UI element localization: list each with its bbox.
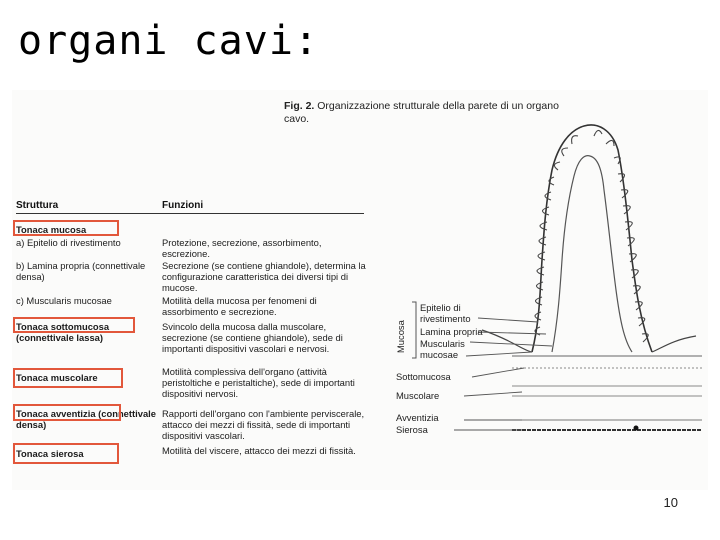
figure-caption-text: Organizzazione strutturale della parete di un organo cavo. bbox=[284, 100, 559, 125]
struct-muscularis: c) Muscularis mucosae bbox=[16, 295, 112, 306]
header-struttura: Struttura bbox=[16, 200, 59, 211]
func-sottomucosa: Svincolo della mucosa dalla muscolare, secrezione (se contiene ghiandole), sede di importanti dispositivi vascolari e nervosi. bbox=[162, 321, 343, 354]
label-muscularis: Muscularis mucosae bbox=[420, 338, 465, 360]
folds-left bbox=[535, 136, 578, 335]
struct-epitelio: a) Epitelio di rivestimento bbox=[16, 237, 121, 248]
mucosa-bracket bbox=[412, 302, 416, 358]
slide-title: organi cavi: bbox=[18, 18, 319, 64]
label-avventizia: Avventizia bbox=[396, 412, 439, 423]
func-lamina-propria: Secrezione (se contiene ghiandole), determina la configurazione caratteristica dei diversi tipi di mucose. bbox=[162, 260, 366, 293]
struct-tonaca-sierosa: Tonaca sierosa bbox=[16, 448, 84, 459]
struct-lamina-propria: b) Lamina propria (connettivale densa) bbox=[16, 260, 146, 282]
page-number: 10 bbox=[663, 495, 678, 510]
villus-inner bbox=[552, 156, 632, 352]
struct-tonaca-avventizia: Tonaca avventizia (connettivale densa) bbox=[16, 408, 156, 430]
struct-tonaca-sottomucosa: Tonaca sottomucosa (connettivale lassa) bbox=[16, 321, 110, 343]
figure-image bbox=[12, 90, 708, 490]
func-epitelio: Protezione, secrezione, assorbimento, escrezione. bbox=[162, 237, 322, 259]
func-avventizia: Rapporti dell'organo con l'ambiente perviscerale, attacco dei mezzi di fissità, sede di importanti dispositivi vascolari. bbox=[162, 408, 365, 441]
func-muscolare: Motilità complessiva dell'organo (attività peristoltiche e peristaltiche), sede di importanti dispositivi nervosi. bbox=[162, 366, 355, 399]
func-muscularis: Motilità della mucosa per fenomeni di assorbimento e secrezione. bbox=[162, 295, 317, 317]
label-lamina-propria: Lamina propria bbox=[420, 326, 483, 337]
func-sierosa: Motilità del viscere, attacco dei mezzi di fissità. bbox=[162, 445, 356, 456]
label-muscolare: Muscolare bbox=[396, 390, 440, 401]
right-wall-curve bbox=[652, 336, 696, 352]
label-sierosa: Sierosa bbox=[396, 424, 428, 435]
wall-diagram bbox=[12, 90, 708, 490]
struct-tonaca-mucosa: Tonaca mucosa bbox=[16, 224, 87, 235]
header-funzioni: Funzioni bbox=[162, 200, 204, 211]
figure-caption-label: Fig. 2. bbox=[284, 100, 315, 112]
sierosa-mark bbox=[634, 426, 639, 431]
struct-tonaca-muscolare: Tonaca muscolare bbox=[16, 372, 98, 383]
label-mucosa: Mucosa bbox=[395, 320, 406, 353]
label-epitelio: Epitelio di rivestimento bbox=[420, 302, 471, 324]
label-sottomucosa: Sottomucosa bbox=[396, 371, 451, 382]
